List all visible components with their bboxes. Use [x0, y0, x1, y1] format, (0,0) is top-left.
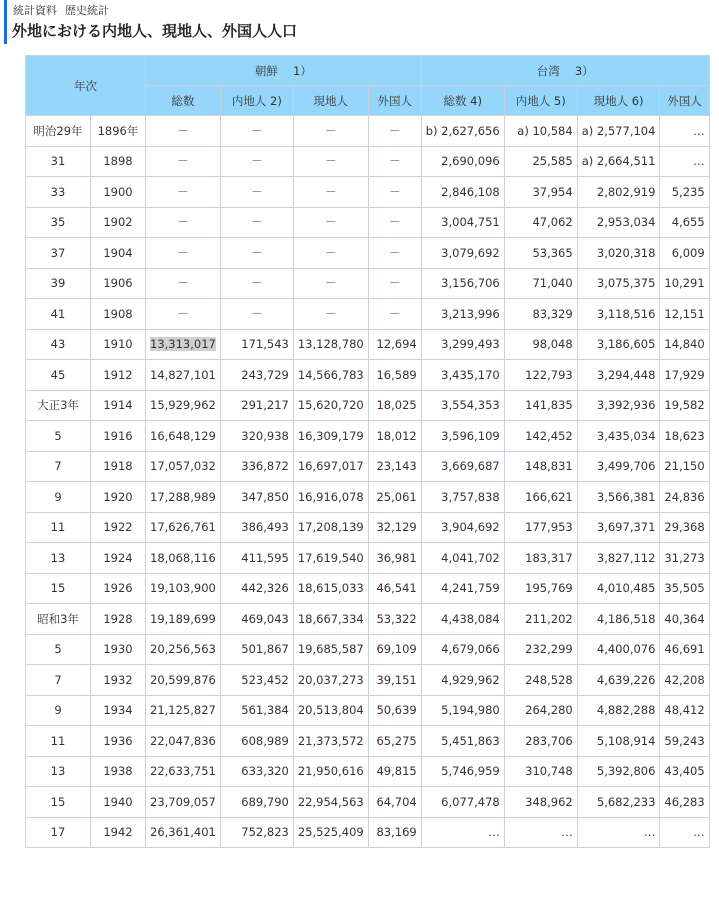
era-year-cell: 9	[26, 695, 91, 726]
table-row	[26, 482, 710, 513]
data-cell: 3,079,692	[421, 238, 504, 269]
era-year-cell: 45	[26, 360, 91, 391]
column-header: 外国人	[660, 86, 709, 116]
data-cell: 411,595	[220, 543, 293, 574]
table-row	[26, 329, 710, 360]
era-year-cell: 13	[26, 543, 91, 574]
data-cell: 18,667,334	[293, 604, 368, 635]
data-cell: 69,109	[368, 634, 421, 665]
group-header-korea: 朝鮮 1）	[146, 56, 422, 86]
data-cell: －	[146, 116, 221, 147]
data-cell: …	[660, 817, 709, 848]
data-cell: 211,202	[504, 604, 577, 635]
data-cell: 171,543	[220, 329, 293, 360]
data-cell: －	[220, 268, 293, 299]
data-cell: 17,057,032	[146, 451, 221, 482]
data-cell: 3,392,936	[577, 390, 660, 421]
data-cell: －	[146, 238, 221, 269]
era-year-cell: 15	[26, 573, 91, 604]
western-year-cell: 1928	[91, 604, 146, 635]
data-cell: 3,499,706	[577, 451, 660, 482]
data-cell: 25,525,409	[293, 817, 368, 848]
data-cell: 53,365	[504, 238, 577, 269]
era-year-cell: 43	[26, 329, 91, 360]
data-cell: 689,790	[220, 787, 293, 818]
data-cell: 5,746,959	[421, 756, 504, 787]
data-cell: 21,373,572	[293, 726, 368, 757]
data-cell: 14,827,101	[146, 360, 221, 391]
table-row	[26, 543, 710, 574]
data-cell: 47,062	[504, 207, 577, 238]
data-cell: －	[368, 238, 421, 269]
western-year-cell: 1910	[91, 329, 146, 360]
data-cell: 4,241,759	[421, 573, 504, 604]
western-year-cell: 1898	[91, 146, 146, 177]
data-cell: 46,541	[368, 573, 421, 604]
data-cell: 347,850	[220, 482, 293, 513]
data-cell: －	[220, 299, 293, 330]
data-cell: 36,981	[368, 543, 421, 574]
data-cell: 4,438,084	[421, 604, 504, 635]
data-cell: 83,169	[368, 817, 421, 848]
data-cell: 19,189,699	[146, 604, 221, 635]
era-year-cell: 31	[26, 146, 91, 177]
data-cell: 5,392,806	[577, 756, 660, 787]
data-cell: 5,682,233	[577, 787, 660, 818]
data-cell: 122,793	[504, 360, 577, 391]
western-year-cell: 1912	[91, 360, 146, 391]
western-year-cell: 1902	[91, 207, 146, 238]
data-cell: 18,623	[660, 421, 709, 452]
western-year-cell: 1916	[91, 421, 146, 452]
data-cell: 42,208	[660, 665, 709, 696]
table-row	[26, 207, 710, 238]
data-cell: 3,596,109	[421, 421, 504, 452]
western-year-cell: 1896年	[91, 116, 146, 147]
data-cell: 142,452	[504, 421, 577, 452]
table-row	[26, 787, 710, 818]
data-cell	[146, 329, 221, 360]
data-cell: 6,077,478	[421, 787, 504, 818]
group-header-taiwan: 台湾 3）	[421, 56, 709, 86]
western-year-cell: 1900	[91, 177, 146, 208]
data-cell: 248,528	[504, 665, 577, 696]
data-cell: 442,326	[220, 573, 293, 604]
era-year-cell: 33	[26, 177, 91, 208]
data-cell: 166,621	[504, 482, 577, 513]
western-year-cell: 1904	[91, 238, 146, 269]
western-year-cell: 1932	[91, 665, 146, 696]
data-cell: 4,639,226	[577, 665, 660, 696]
data-cell: 39,151	[368, 665, 421, 696]
data-cell: 83,329	[504, 299, 577, 330]
table-row	[26, 665, 710, 696]
data-cell: 5,235	[660, 177, 709, 208]
table-row	[26, 421, 710, 452]
data-cell: 3,075,375	[577, 268, 660, 299]
data-cell: b) 2,627,656	[421, 116, 504, 147]
data-cell: 17,288,989	[146, 482, 221, 513]
population-table	[25, 55, 710, 848]
table-row	[26, 390, 710, 421]
data-cell: －	[220, 207, 293, 238]
western-year-cell: 1906	[91, 268, 146, 299]
data-cell: －	[368, 146, 421, 177]
era-year-cell: 11	[26, 512, 91, 543]
data-cell: 64,704	[368, 787, 421, 818]
data-cell: 22,954,563	[293, 787, 368, 818]
data-cell: －	[368, 268, 421, 299]
data-cell: …	[577, 817, 660, 848]
era-year-cell: 37	[26, 238, 91, 269]
data-cell: 3,566,381	[577, 482, 660, 513]
data-cell: 523,452	[220, 665, 293, 696]
data-cell: 20,256,563	[146, 634, 221, 665]
data-cell: 3,904,692	[421, 512, 504, 543]
data-cell: 17,619,540	[293, 543, 368, 574]
data-cell: 4,186,518	[577, 604, 660, 635]
table-row	[26, 573, 710, 604]
era-year-cell: 39	[26, 268, 91, 299]
data-cell: …	[660, 116, 709, 147]
data-cell: 6,009	[660, 238, 709, 269]
data-cell: 608,989	[220, 726, 293, 757]
data-cell: 2,802,919	[577, 177, 660, 208]
western-year-cell: 1936	[91, 726, 146, 757]
year-header: 年次	[26, 56, 146, 116]
data-cell: a) 2,577,104	[577, 116, 660, 147]
western-year-cell: 1914	[91, 390, 146, 421]
data-cell: 3,020,318	[577, 238, 660, 269]
data-cell: 243,729	[220, 360, 293, 391]
data-cell: 17,929	[660, 360, 709, 391]
data-cell: －	[146, 146, 221, 177]
data-cell: 46,283	[660, 787, 709, 818]
data-cell: 35,505	[660, 573, 709, 604]
data-cell: －	[368, 299, 421, 330]
data-cell: 3,156,706	[421, 268, 504, 299]
era-year-cell: 11	[26, 726, 91, 757]
data-cell: 469,043	[220, 604, 293, 635]
table-row	[26, 634, 710, 665]
data-cell: 232,299	[504, 634, 577, 665]
data-cell: 3,669,687	[421, 451, 504, 482]
era-year-cell: 昭和3年	[26, 604, 91, 635]
data-cell: －	[368, 116, 421, 147]
data-cell: 15,929,962	[146, 390, 221, 421]
data-cell: 3,435,170	[421, 360, 504, 391]
table-row	[26, 360, 710, 391]
era-year-cell: 35	[26, 207, 91, 238]
data-cell: 21,125,827	[146, 695, 221, 726]
data-cell: 141,835	[504, 390, 577, 421]
data-cell: 4,010,485	[577, 573, 660, 604]
western-year-cell: 1924	[91, 543, 146, 574]
breadcrumb-item-historical[interactable]: 歴史統計	[65, 4, 109, 17]
data-cell: 25,585	[504, 146, 577, 177]
data-cell: 3,294,448	[577, 360, 660, 391]
era-year-cell: 7	[26, 451, 91, 482]
data-cell: 26,361,401	[146, 817, 221, 848]
data-cell: 19,103,900	[146, 573, 221, 604]
data-cell: 23,709,057	[146, 787, 221, 818]
data-cell: 3,554,353	[421, 390, 504, 421]
data-cell: 348,962	[504, 787, 577, 818]
western-year-cell: 1920	[91, 482, 146, 513]
era-year-cell: 41	[26, 299, 91, 330]
era-year-cell: 明治29年	[26, 116, 91, 147]
data-cell: 15,620,720	[293, 390, 368, 421]
title-accent-bar	[4, 0, 7, 44]
table-row	[26, 238, 710, 269]
era-year-cell: 5	[26, 634, 91, 665]
data-cell: 21,150	[660, 451, 709, 482]
column-header: 現地人	[293, 86, 368, 116]
breadcrumb-item-statistics[interactable]: 統計資料	[13, 4, 57, 17]
data-cell: 3,186,605	[577, 329, 660, 360]
western-year-cell: 1942	[91, 817, 146, 848]
data-cell: 18,012	[368, 421, 421, 452]
table-row	[26, 756, 710, 787]
era-year-cell: 大正3年	[26, 390, 91, 421]
data-cell: －	[293, 299, 368, 330]
column-header: 外国人	[368, 86, 421, 116]
page-title: 外地における内地人、現地人、外国人人口	[12, 22, 298, 40]
western-year-cell: 1934	[91, 695, 146, 726]
era-year-cell: 13	[26, 756, 91, 787]
data-cell: 48,412	[660, 695, 709, 726]
data-cell: 4,400,076	[577, 634, 660, 665]
data-cell: 4,929,962	[421, 665, 504, 696]
data-cell: 3,213,996	[421, 299, 504, 330]
western-year-cell: 1926	[91, 573, 146, 604]
data-cell: 10,291	[660, 268, 709, 299]
era-year-cell: 5	[26, 421, 91, 452]
data-cell: 14,566,783	[293, 360, 368, 391]
data-cell: 21,950,616	[293, 756, 368, 787]
data-cell: －	[293, 268, 368, 299]
data-cell: 3,827,112	[577, 543, 660, 574]
data-cell: 53,322	[368, 604, 421, 635]
data-cell: 16,309,179	[293, 421, 368, 452]
data-cell: 291,217	[220, 390, 293, 421]
data-cell: 19,685,587	[293, 634, 368, 665]
data-cell: 24,836	[660, 482, 709, 513]
table-row	[26, 726, 710, 757]
data-cell: 25,061	[368, 482, 421, 513]
data-cell: 20,037,273	[293, 665, 368, 696]
data-cell: 14,840	[660, 329, 709, 360]
data-cell: －	[293, 146, 368, 177]
data-cell: 4,679,066	[421, 634, 504, 665]
table-row	[26, 695, 710, 726]
data-cell: a) 10,584	[504, 116, 577, 147]
era-year-cell: 15	[26, 787, 91, 818]
data-cell: 3,435,034	[577, 421, 660, 452]
data-cell: …	[421, 817, 504, 848]
data-cell: …	[660, 146, 709, 177]
data-cell: 49,815	[368, 756, 421, 787]
data-cell: －	[293, 116, 368, 147]
data-cell: －	[146, 207, 221, 238]
data-cell: 5,194,980	[421, 695, 504, 726]
data-cell: 3,118,516	[577, 299, 660, 330]
data-cell: 310,748	[504, 756, 577, 787]
data-cell: 65,275	[368, 726, 421, 757]
data-cell: 19,582	[660, 390, 709, 421]
data-cell: 177,953	[504, 512, 577, 543]
data-cell: 4,882,288	[577, 695, 660, 726]
table-row	[26, 299, 710, 330]
western-year-cell: 1922	[91, 512, 146, 543]
western-year-cell: 1940	[91, 787, 146, 818]
data-cell: a) 2,664,511	[577, 146, 660, 177]
column-header: 総数	[146, 86, 221, 116]
data-cell: －	[146, 268, 221, 299]
data-cell: 2,690,096	[421, 146, 504, 177]
data-cell: 50,639	[368, 695, 421, 726]
column-header: 内地人 5)	[504, 86, 577, 116]
data-cell: 5,451,863	[421, 726, 504, 757]
data-cell: 20,513,804	[293, 695, 368, 726]
data-cell: 12,694	[368, 329, 421, 360]
data-cell: …	[504, 817, 577, 848]
table-row	[26, 177, 710, 208]
data-cell: －	[293, 238, 368, 269]
data-cell: 29,368	[660, 512, 709, 543]
data-cell: －	[368, 177, 421, 208]
selected-text: 13,313,017	[150, 337, 216, 352]
data-cell: 195,769	[504, 573, 577, 604]
data-cell: －	[146, 177, 221, 208]
data-cell: 18,615,033	[293, 573, 368, 604]
data-cell: 32,129	[368, 512, 421, 543]
data-cell: 17,208,139	[293, 512, 368, 543]
table-row	[26, 146, 710, 177]
data-cell: 23,143	[368, 451, 421, 482]
data-cell: 148,831	[504, 451, 577, 482]
data-cell: －	[368, 207, 421, 238]
data-cell: －	[146, 299, 221, 330]
data-cell: 13,128,780	[293, 329, 368, 360]
data-cell: 43,405	[660, 756, 709, 787]
data-cell: 501,867	[220, 634, 293, 665]
data-cell: 4,655	[660, 207, 709, 238]
era-year-cell: 17	[26, 817, 91, 848]
data-cell: 22,047,836	[146, 726, 221, 757]
table-row	[26, 817, 710, 848]
data-cell: 18,025	[368, 390, 421, 421]
data-cell: 20,599,876	[146, 665, 221, 696]
breadcrumb	[13, 2, 109, 18]
data-cell: 283,706	[504, 726, 577, 757]
data-cell: 16,697,017	[293, 451, 368, 482]
era-year-cell: 9	[26, 482, 91, 513]
western-year-cell: 1938	[91, 756, 146, 787]
data-cell: －	[220, 177, 293, 208]
western-year-cell: 1918	[91, 451, 146, 482]
data-cell: 46,691	[660, 634, 709, 665]
data-cell: 3,697,371	[577, 512, 660, 543]
table-row	[26, 451, 710, 482]
data-cell: 752,823	[220, 817, 293, 848]
data-cell: 3,004,751	[421, 207, 504, 238]
data-cell: 2,846,108	[421, 177, 504, 208]
data-cell: 4,041,702	[421, 543, 504, 574]
data-cell: 2,953,034	[577, 207, 660, 238]
data-cell: 3,757,838	[421, 482, 504, 513]
data-cell: 16,916,078	[293, 482, 368, 513]
data-cell: 12,151	[660, 299, 709, 330]
table-row	[26, 116, 710, 147]
data-cell: 98,048	[504, 329, 577, 360]
column-header: 現地人 6)	[577, 86, 660, 116]
table-row	[26, 268, 710, 299]
data-cell: 3,299,493	[421, 329, 504, 360]
data-cell: 59,243	[660, 726, 709, 757]
data-cell: 183,317	[504, 543, 577, 574]
data-cell: 5,108,914	[577, 726, 660, 757]
column-header: 総数 4)	[421, 86, 504, 116]
data-cell: 336,872	[220, 451, 293, 482]
data-cell: －	[293, 207, 368, 238]
data-cell: 31,273	[660, 543, 709, 574]
data-cell: －	[220, 146, 293, 177]
data-cell: 16,648,129	[146, 421, 221, 452]
western-year-cell: 1930	[91, 634, 146, 665]
data-cell: 386,493	[220, 512, 293, 543]
data-cell: 37,954	[504, 177, 577, 208]
data-cell: －	[293, 177, 368, 208]
era-year-cell: 7	[26, 665, 91, 696]
table-row	[26, 512, 710, 543]
data-cell: 71,040	[504, 268, 577, 299]
data-cell: 561,384	[220, 695, 293, 726]
data-cell: 320,938	[220, 421, 293, 452]
data-cell: 633,320	[220, 756, 293, 787]
column-header: 内地人 2)	[220, 86, 293, 116]
table-row	[26, 604, 710, 635]
data-cell: 22,633,751	[146, 756, 221, 787]
data-cell: －	[220, 116, 293, 147]
data-cell: 17,626,761	[146, 512, 221, 543]
data-cell: 40,364	[660, 604, 709, 635]
data-cell: 16,589	[368, 360, 421, 391]
data-cell: －	[220, 238, 293, 269]
western-year-cell: 1908	[91, 299, 146, 330]
data-cell: 18,068,116	[146, 543, 221, 574]
data-cell: 264,280	[504, 695, 577, 726]
